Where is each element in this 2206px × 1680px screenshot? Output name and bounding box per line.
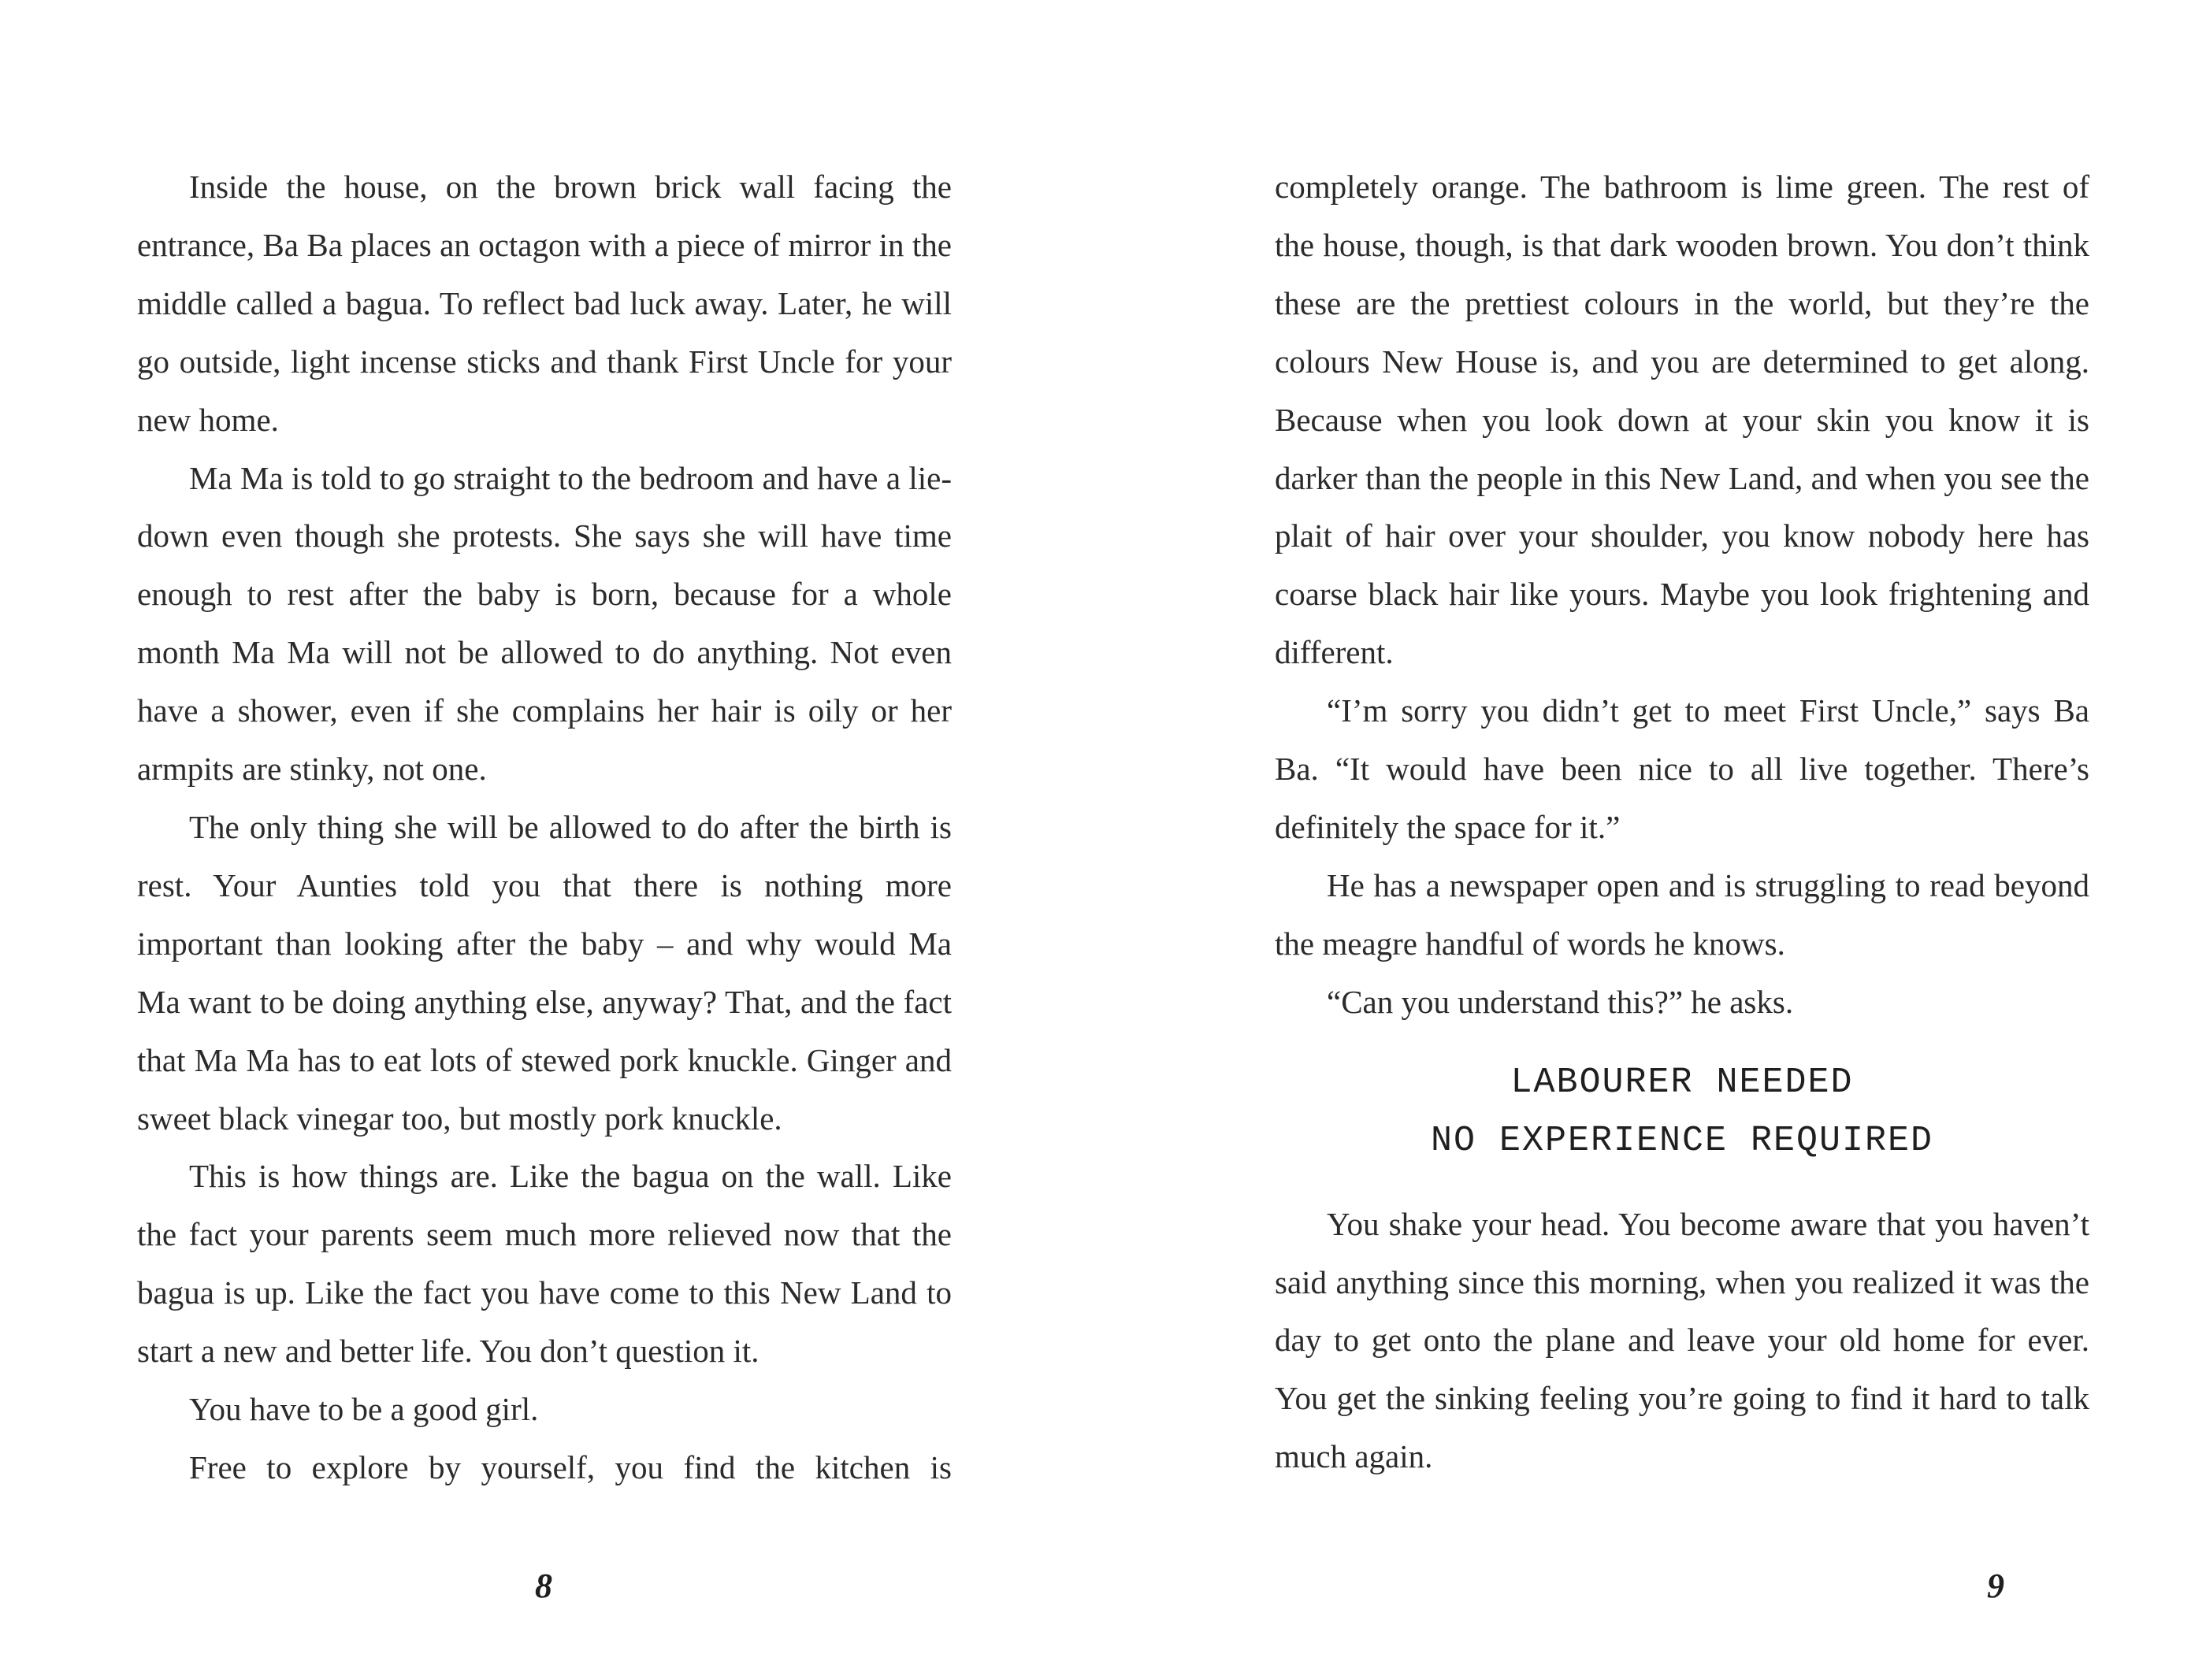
paragraph: Ma Ma is told to go straight to the bedroom and have a lie-down even though she protests. She says she will have time enough to rest after the baby is born, because for a whole month Ma Ma will not be allowed to do anything. Not even have a shower, even if she complains her hair is oily or her armpits are stinky, not one. (137, 459, 952, 788)
newspaper-notice (1275, 1054, 2089, 1170)
left-page-text (137, 158, 952, 1497)
right-page-text (1275, 158, 2089, 1486)
notice-line: LABOURER NEEDED (1510, 1062, 1854, 1103)
paragraph: Inside the house, on the brown brick wall facing the entrance, Ba Ba places an octagon with a piece of mirror in the middle called a bagua. To reflect bad luck away. Later, he will go outside, light incense sticks and thank First Uncle for your new home. (137, 169, 952, 438)
paragraph: “Can you understand this?” he asks. (1327, 983, 1794, 1020)
paragraph: “I’m sorry you didn’t get to meet First Uncle,” says Ba Ba. “It would have been nice to all live together. There’s definitely the space for it.” (1275, 692, 2089, 845)
page-number-right: 9 (1987, 1567, 2004, 1605)
notice-line: NO EXPERIENCE REQUIRED (1430, 1120, 1934, 1161)
right-page (1103, 0, 2206, 1680)
paragraph: You shake your head. You become aware that you haven’t said anything since this morning, when you realized it was the day to get onto the plane and leave your old home for ever. You get the sinking feeling you’re going to find it hard to talk much again. (1275, 1205, 2089, 1475)
paragraph: He has a newspaper open and is struggling to read beyond the meagre handful of words he knows. (1275, 866, 2089, 962)
paragraph: The only thing she will be allowed to do after the birth is rest. Your Aunties told you that there is nothing more important than looking after the baby – and why would Ma Ma want to be doing anything else, anyway? That, and the fact that Ma Ma has to eat lots of stewed pork knuckle. Ginger and sweet black vinegar too, but mostly pork knuckle. (137, 808, 952, 1137)
paragraph: completely orange. The bathroom is lime green. The rest of the house, though, is that dark wooden brown. You don’t think these are the prettiest colours in the world, but they’re the colours New House is, and you are determined to get along. Because when you look down at your skin you know it is darker than the people in this New Land, and when you see the plait of hair over your shoulder, you know nobody here has coarse black hair like yours. Maybe you look frightening and different. (1275, 169, 2089, 671)
paragraph: You have to be a good girl. (189, 1391, 539, 1428)
page-number-left: 8 (535, 1567, 552, 1605)
paragraph: This is how things are. Like the bagua on the wall. Like the fact your parents seem much more relieved now that the bagua is up. Like the fact you have come to this New Land to start a new and better life. You don’t question it. (137, 1158, 952, 1370)
paragraph: Free to explore by yourself, you find the kitchen is (189, 1448, 952, 1485)
